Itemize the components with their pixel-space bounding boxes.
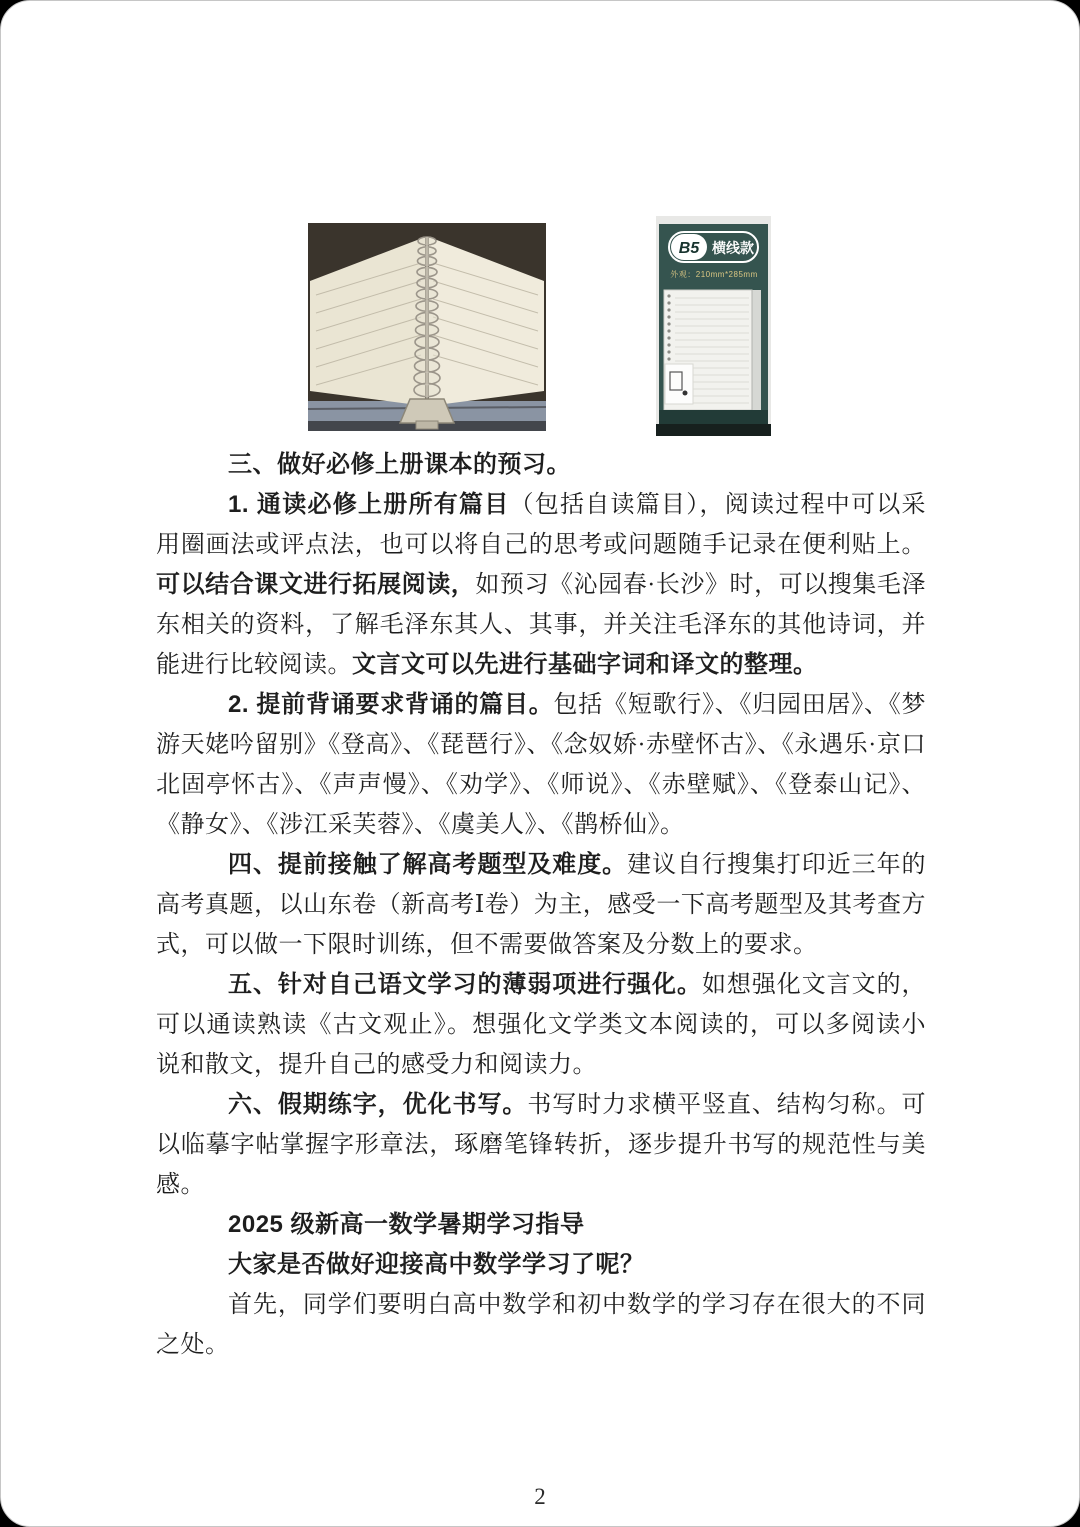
- open-spiral-notebook-photo: [308, 223, 546, 431]
- page-number: 2: [534, 1484, 546, 1509]
- product-bottom-strip: [656, 424, 771, 436]
- text-run: 2. 提前背诵要求背诵的篇目。: [228, 691, 554, 718]
- document-body: [156, 445, 926, 1365]
- text-run: 三、做好必修上册课本的预习。: [228, 451, 571, 478]
- product-label-card: [665, 364, 693, 404]
- b5-notebook-product-image: [656, 216, 771, 436]
- product-spec-text: 外观：210mm*285mm: [670, 270, 758, 279]
- product-notebook-edge: [752, 290, 761, 410]
- text-run: 包括《短歌行》、《归园田居》、《梦游天姥吟留别》《登高》、《琵琶行》、《念奴娇·赤壁怀古》、《永遇乐·京口北固亭怀古》、《声声慢》、《劝学》、《师说》、《赤壁赋》、《登泰山记》、《静女》、《涉江采芙蓉》、《虞美人》、《鹊桥仙》。: [156, 692, 927, 838]
- text-run: 1. 通读必修上册所有篇目: [228, 491, 510, 518]
- text-run: （包括自读篇目），阅读过程中可以采用圈画法或评点法，也可以将自己的思考或问题随手记录在便利贴上。: [156, 492, 927, 558]
- text-run: 如想强化文言文的，可以通读熟读《古文观止》。想强化文学类文本阅读的，可以多阅读小说和散文，提升自己的感受力和阅读力。: [156, 972, 927, 1078]
- text-run: 书写时力求横平竖直、结构匀称。可以临摹字帖掌握字形章法，琢磨笔锋转折，逐步提升书写的规范性与美感。: [156, 1092, 927, 1198]
- notebook-photo-figure: [308, 223, 546, 431]
- b5-badge-text: B5: [678, 240, 700, 257]
- math-paragraph-1: 首先，同学们要明白高中数学和初中数学的学习存在很大的不同之处。: [156, 1292, 926, 1358]
- paragraph-recitation-list: [156, 685, 926, 845]
- math-section-title: 2025 级新高一数学暑期学习指导: [228, 1211, 585, 1238]
- math-lead-question: 大家是否做好迎接高中数学学习了呢？: [228, 1251, 645, 1278]
- plastic-clip-base: [416, 421, 438, 429]
- style-badge-text: 横线款: [712, 240, 754, 256]
- paragraph-weakness-strengthening: [156, 965, 926, 1085]
- product-label-dot: [683, 391, 688, 396]
- text-run: 六、假期练字，优化书写。: [228, 1091, 528, 1118]
- plastic-clip: [400, 399, 454, 423]
- text-run: 可以结合课文进行拓展阅读，: [156, 571, 476, 598]
- paragraph-handwriting-practice: [156, 1085, 926, 1205]
- text-run: 文言文可以先进行基础字词和译文的整理。: [352, 651, 818, 678]
- text-run: 如预习《沁园春·长沙》时，可以搜集毛泽东相关的资料，了解毛泽东其人、其事，并关注毛泽东的其他诗词，并能进行比较阅读。: [156, 572, 926, 678]
- paragraph-gaokao-exposure: [156, 845, 926, 965]
- text-run: 建议自行搜集打印近三年的高考真题，以山东卷（新高考Ⅰ卷）为主，感受一下高考题型及其考查方式，可以做一下限时训练，但不需要做答案及分数上的要求。: [156, 852, 927, 958]
- section-heading-chinese-3: [156, 445, 926, 485]
- product-bottom-band: [659, 410, 768, 424]
- text-run: 五、针对自己语文学习的薄弱项进行强化。: [228, 971, 702, 998]
- notebook-product-figure: [656, 216, 771, 436]
- paragraph-preview-reading: [156, 485, 926, 685]
- text-run: 四、提前接触了解高考题型及难度。: [228, 851, 628, 878]
